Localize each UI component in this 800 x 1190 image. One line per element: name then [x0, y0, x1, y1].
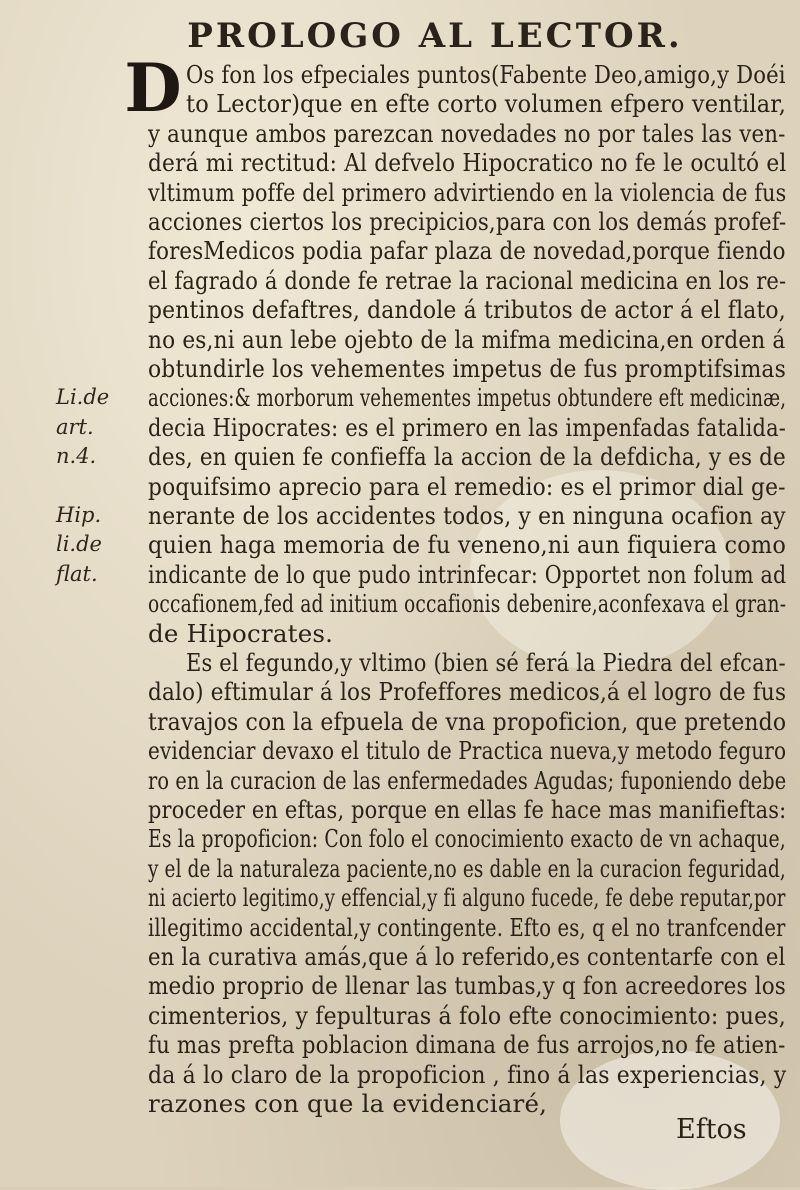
text-line: decia Hipocrates: es el primero en las impenfadas fatalida- [148, 412, 787, 442]
text-line: dalo) eftimular á los Profeffores medicos,á el logro de fus [148, 677, 787, 707]
text-line: el fagrado á donde fe retrae la racional medicina en los re- [148, 265, 787, 295]
text-line: vltimum poffe del primero advirtiendo en la violencia de fus [148, 177, 787, 207]
text-line: Es el fegundo,y vltimo (bien sé ferá la Piedra del efcan- [186, 648, 786, 677]
text-line: de Hipocrates. [148, 618, 334, 648]
header-title: PROLOGO AL LECTOR. [187, 16, 683, 56]
margin-note: Li.de [56, 385, 110, 410]
text-line: evidenciar devaxo el titulo de Practica nueva,y metodo feguro [148, 736, 787, 766]
margin-note: li.de [56, 532, 102, 557]
text-line: pentinos defaftres, dandole á tributos de actor á el flato, [148, 295, 786, 325]
text-line: indicante de lo que pudo intrinfecar: Opportet non folum ad [148, 559, 787, 589]
text-line: y aunque ambos parezcan novedades no por tales las ven- [148, 118, 786, 148]
page-header [0, 16, 800, 56]
margin-note: flat. [56, 561, 98, 586]
text-line: foresMedicos podia pafar plaza de novedad,porque fiendo [148, 236, 786, 266]
text-line: ro en la curacion de las enfermedades Agudas; fuponiendo debe [148, 765, 787, 795]
text-line: ni acierto legitimo,y effencial,y fi alguno fucede, fe debe reputar,por [148, 883, 786, 913]
text-line: cimenterios, y fepulturas á folo efte conocimiento: pues, [148, 1000, 786, 1030]
text-line: quien haga memoria de fu veneno,ni aun fiquiera como [148, 530, 787, 560]
text-line: obtundirle los vehementes impetus de fus promptifsimas [148, 354, 786, 383]
catchword: Eftos [676, 1114, 747, 1145]
text-line: medio proprio de llenar las tumbas,y q fon acreedores los [148, 971, 786, 1001]
text-line: illegitimo accidental,y contingente. Efto es, q el no tranfcender [148, 912, 786, 942]
text-line: travajos con la efpuela de vna propoficion, que pretendo [148, 706, 787, 736]
text-line: proceder en eftas, porque en ellas fe hace mas manifieftas: [148, 795, 787, 824]
text-line: no es,ni aun lebe ojebto de la mifma medicina,en orden á [148, 324, 786, 354]
margin-note: n.4. [56, 444, 97, 469]
margin-note: art. [56, 414, 94, 439]
text-line: des, en quien fe confieffa la accion de la defdicha, y es de [148, 442, 786, 472]
text-line: acciones ciertos los precipicios,para con los demás profef- [148, 207, 787, 236]
text-line: Os fon los efpeciales puntos(Fabente Deo,amigo,y Doéi [186, 60, 786, 89]
text-line: y el de la naturaleza paciente,no es dable en la curacion feguridad, [148, 853, 786, 883]
text-line: acciones:& morborum vehementes impetus obtundere eft medicinæ, [148, 383, 787, 413]
text-line: nerante de los accidentes todos, y en ninguna ocafion ay [148, 501, 786, 530]
text-line: to Lector)que en efte corto volumen efpero ventilar, [186, 89, 787, 119]
text-line: razones con que la evidenciaré, [148, 1089, 548, 1118]
text-line: occafionem,fed ad initium occafionis debenire,aconfexava el gran- [148, 589, 787, 619]
text-line: poquifsimo aprecio para el remedio: es el primor dial ge- [148, 471, 786, 501]
margin-note: Hip. [56, 503, 102, 527]
text-line: fu mas prefta poblacion dimana de fus arrojos,no fe atien- [148, 1030, 786, 1060]
text-line: derá mi rectitud: Al defvelo Hipocratico no fe le ocultó el [148, 148, 787, 178]
text-line: Es la propoficion: Con folo el conocimiento exacto de vn achaque, [148, 824, 786, 854]
text-line: da á lo claro de la propoficion , fino á las experiencias, y [148, 1059, 787, 1089]
text-line: en la curativa amás,que á lo referido,es contentarfe con el [148, 942, 786, 971]
drop-cap: D [124, 49, 182, 127]
